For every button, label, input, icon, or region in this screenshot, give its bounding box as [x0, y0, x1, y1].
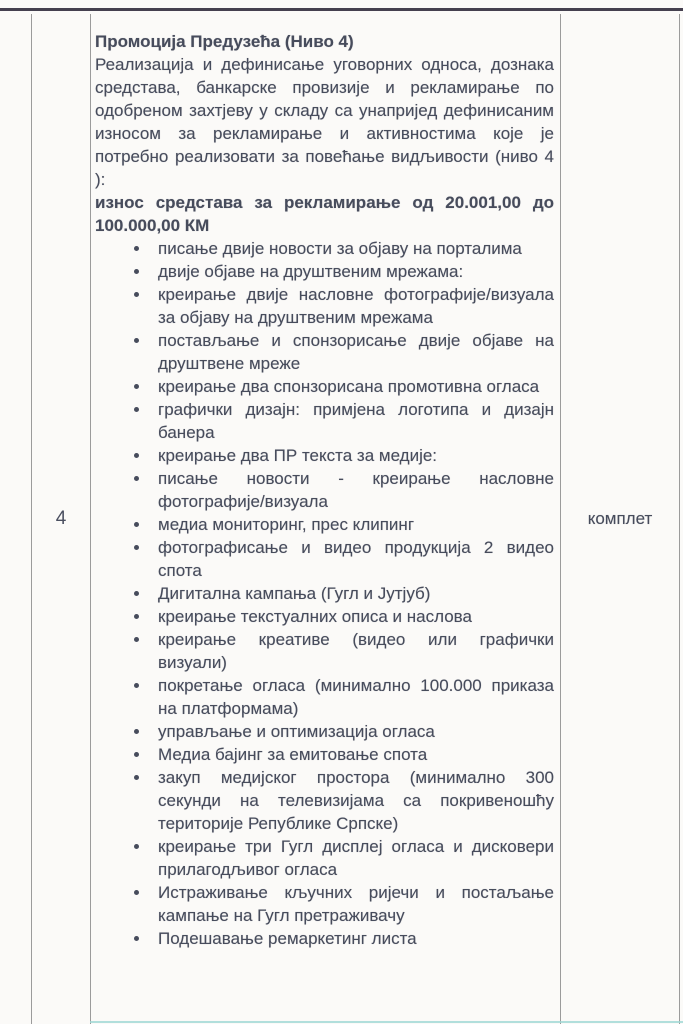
cell-unit [560, 14, 680, 1024]
activity-item: креирање два ПР текста за медије: [95, 444, 554, 467]
unit-label: комплет [587, 509, 653, 528]
activity-list [95, 237, 554, 950]
activity-item: двије објаве на друштвеним мрежама: [95, 260, 554, 283]
activity-item: медиа мониторинг, прес клипинг [95, 513, 554, 536]
activity-item: управљање и оптимизација огласа [95, 720, 554, 743]
activity-item: креирање два спонзорисана промотивна огласа [95, 375, 554, 398]
cell-item-number [31, 14, 90, 1024]
activity-item: Медиа бајинг за емитовање спота [95, 743, 554, 766]
activity-item: писање двије новости за објаву на порталима [95, 237, 554, 260]
table-row [31, 14, 680, 1024]
scan-artifact-line [90, 1021, 683, 1023]
item-amount: износ средстава за рекламирање од 20.001,00 до 100.000,00 КМ [95, 193, 554, 235]
activity-item: покретање огласа (минимално 100.000 приказа на платформама) [95, 674, 554, 720]
activity-item: закуп медијског простора (минимално 300 секунди на телевизијама са покривеношћу територије Републике Српске) [95, 766, 554, 835]
activity-item: Истраживање кључних ријечи и постаљање кампање на Гугл претраживачу [95, 881, 554, 927]
activity-item: Дигитална кампања (Гугл и Јутјуб) [95, 582, 554, 605]
cell-description [90, 14, 560, 1024]
activity-item: креирање текстуалних описа и наслова [95, 605, 554, 628]
activity-item: постављање и спонзорисање двије објаве на друштвене мреже [95, 329, 554, 375]
item-number: 4 [55, 508, 67, 529]
item-intro: Реализација и дефинисање уговорних односа, дознака средстава, банкарске провизије и рекламирање по одобреном захтјеву у складу са унапријед дефинисаним износом за рекламирање и активностима које је потребно реализовати за повећање видљивости (ниво 4 ): [95, 55, 554, 189]
activity-item: Подешавање ремаркетинг листа [95, 927, 554, 950]
activity-item: фотографисање и видео продукција 2 видео спота [95, 536, 554, 582]
item-title: Промоција Предузећа (Ниво 4) [95, 32, 354, 51]
activity-item: креирање три Гугл дисплеј огласа и дисковери прилагодљивог огласа [95, 835, 554, 881]
activity-item: креирање двије насловне фотографије/визуала за објаву на друштвеним мрежама [95, 283, 554, 329]
table-top-border [0, 8, 683, 11]
activity-item: графички дизајн: примјена логотипа и дизајн банера [95, 398, 554, 444]
activity-item: писање новости - креирање насловне фотографије/визуала [95, 467, 554, 513]
activity-item: креирање креативе (видео или графички визуали) [95, 628, 554, 674]
